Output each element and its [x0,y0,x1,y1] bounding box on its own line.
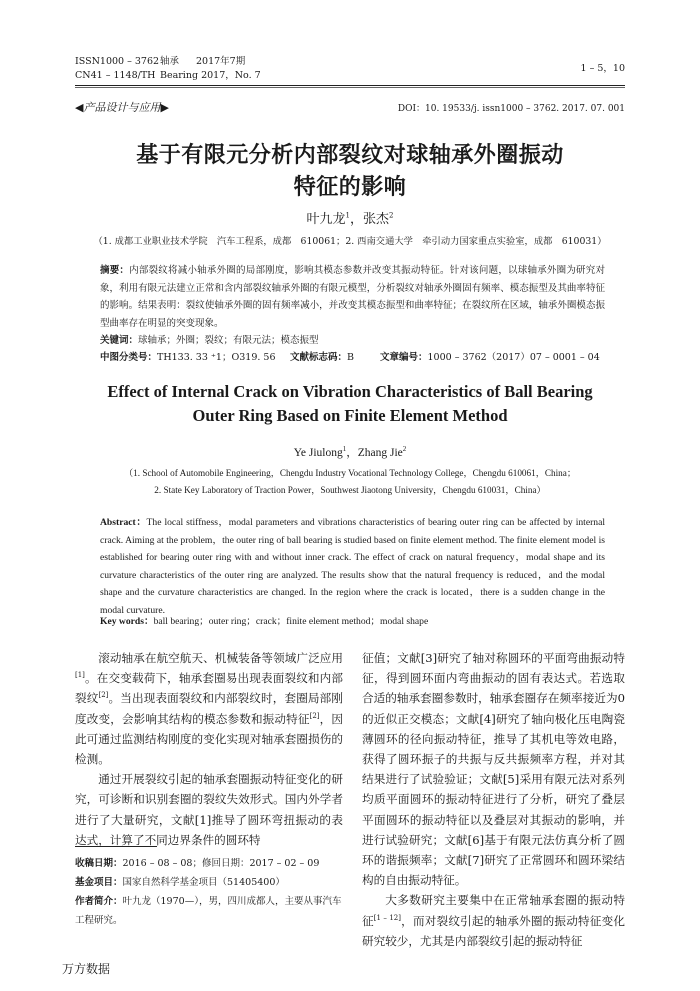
footnote-received-label: 收稿日期： [75,858,123,869]
ref-1: [1] [75,671,85,680]
keywords-en-label: Key words： [100,616,154,627]
article-number [380,349,600,367]
author-sep: ， [349,212,363,227]
art-label: 文章编号： [380,352,428,363]
affiliation-en-line2: 2. State Key Laboratory of Traction Power，Southwest Jiaotong University，Chengdu 610031，China） [154,485,546,495]
abstract-cn [100,262,605,332]
header-issue-cn: 2017年7期 [196,56,246,67]
body-right-p2a: 大多数研究主要集中在正常轴承套圈的振动特征 [362,893,625,928]
body-left-p1d: ，因此可通过监测结构刚度的变化实现对轴承套圈损伤的检测。 [75,711,343,767]
abstract-cn-label: 摘要： [100,265,130,276]
art-value: 1000 – 3762（2017）07 – 0001 – 04 [427,352,600,363]
doc-label: 文献标志码： [290,352,348,363]
body-left-para-2: 通过开展裂纹引起的轴承套圈振动特征变化的研究，可诊断和识别套圈的裂纹失效形式。国内外学者进行了大量研究，文献[1]推导了圆环弯扭振动的表达式，计算了不同边界条件的圆环特 [75,772,343,847]
author-en-2: Zhang Jie [357,447,403,459]
author-cn-1-sup: 1 [345,211,350,220]
watermark: 万方数据 [62,962,111,976]
footnote-received [75,854,343,873]
cls-label: 中图分类号： [100,352,158,363]
body-left-p1b: 。在交变载荷下，轴承套圈易出现表面裂纹和内部裂纹 [75,671,343,706]
keywords-cn [100,332,605,350]
body-right-para-1: 征值；文献[3]研究了轴对称圆环的平面弯曲振动特征，得到圆环面内弯曲振动的固有表达式。若选取合适的轴承套圈参数时，轴承套圈存在频率接近为0的近似正交模态；文献[4]研究了轴向极化压电陶瓷薄圆环的径向振动特征，推导了其机电等效电路，获得了圆环振子的共振与反共振频率方程，并对其结果进行了试验验证；文献[5]采用有限元法对系列均质平面圆环的振动特征进行了分析，研究了叠层平面圆环的振动特征以及叠层对其振动的影响，并进行试验研究；文献[6]基于有限元法仿真分析了圆环的谐振频率；文献[7]研究了正常圆环和圆环梁结构的自由振动特征。 [362,651,625,888]
header-rule [75,85,625,86]
abstract-en-label: Abstract： [100,517,147,528]
body-left-p1c: 。当出现表面裂纹和内部裂纹时，套圈局部刚度改变，会影响其结构的模态参数和振动特征 [75,691,343,726]
body-left-column [75,648,343,850]
footnote-fund-label: 基金项目： [75,877,123,888]
abstract-cn-text: 内部裂纹将减小轴承外圈的局部刚度，影响其模态参数并改变其振动特征。针对该问题，以球轴承外圈为研究对象，利用有限元法建立正常和含内部裂纹轴承外圈的有限元模型，分析裂纹对轴承外圈固有频率、模态振型及其曲率特征的影响。结果表明：裂纹使轴承外圈的固有频率减小，并改变其模态振型和曲率特征；在裂纹所在区域，轴承外圈模态振型曲率存在明显的突变现象。 [100,265,605,329]
left-triangle-icon: ◀ [75,101,84,114]
header-journal-en: Bearing 2017，No. 7 [160,70,261,81]
author-en-1-sup: 1 [342,445,347,454]
abstract-en [100,514,605,619]
footnote-divider [75,846,157,847]
header-rule-thin [75,87,625,88]
body-right-para-2 [362,890,625,951]
doc-code [290,349,354,367]
footnote-fund-text: 国家自然科学基金项目（51405400） [122,877,285,888]
right-triangle-icon: ▶ [160,101,169,114]
author-cn-2: 张杰 [363,212,390,227]
keywords-cn-text: 球轴承；外圈；裂纹；有限元法；模态振型 [138,335,319,346]
section-label-text: 产品设计与应用 [83,101,161,114]
author-en-1: Ye Jiulong [293,447,343,459]
footnote-author [75,892,343,930]
affiliation-en-line1: （1. School of Automobile Engineering，Chengdu Industry Vocational Technology College，Chengdu 610061，China； [123,468,577,478]
footnote-received-text: 2016 – 08 – 08；修回日期：2017 – 02 – 09 [122,858,320,869]
ref-1-12: [1 – 12] [373,913,401,922]
abstract-en-text: The local stiffness，modal parameters and vibrations characteristics of bearing outer ring can be affected by internal crack. Aiming at the problem，the outer ring of ball bearing is studied based on finite element method. The finite element model is established for bearing outer ring with and without inner crack. The effect of crack on natural frequency，modal shape and its curvature characteristics of the outer ring are analyzed. The results show that the natural frequency is reduced，and the modal shape and the curvature characteristics are changed. In the region where the crack is located，there is a sudden change in the modal curvature. [100,517,605,616]
header-issn: ISSN1000 – 3762 [75,56,160,67]
header-journal-cn: 轴承 [160,56,180,67]
keywords-en [100,613,605,631]
authors-cn [0,208,700,227]
keywords-en-text: ball bearing；outer ring；crack；finite element method；modal shape [153,616,429,627]
keywords-cn-label: 关键词： [100,335,139,346]
body-right-column [362,648,625,951]
title-en-line1: Effect of Internal Crack on Vibration Characteristics of Ball Bearing [107,382,593,401]
author-cn-2-sup: 2 [389,211,394,220]
affiliation-cn: （1. 成都工业职业技术学院 汽车工程系，成都 610061；2. 西南交通大学 牵引动力国家重点实验室，成都 610031） [93,236,607,247]
title-en-line2: Outer Ring Based on Finite Element Method [192,406,508,425]
cls-value: TH133. 33 ⁺1；O319. 56 [157,352,276,363]
body-left-para-1 [75,648,343,769]
doc-value: B [347,352,354,363]
author-en-sep: ， [346,447,358,459]
authors-en [0,444,700,460]
section-label [75,99,169,115]
footnote-fund [75,873,343,892]
header-pages: 1 – 5，10 [580,63,625,74]
doi: DOI：10. 19533/j. issn1000 – 3762. 2017. 07. 001 [397,104,625,114]
title-cn-line1: 基于有限元分析内部裂纹对球轴承外圈振动 [136,142,564,168]
title-cn-line2: 特征的影响 [293,174,407,200]
ref-3: [2] [309,711,320,720]
footnote-author-text: 叶九龙（1970—），男，四川成都人，主要从事汽车工程研究。 [75,896,342,926]
ref-2: [2] [98,691,109,700]
header-cn: CN41 – 1148/TH [75,70,156,81]
author-en-2-sup: 2 [402,445,407,454]
body-right-p2b: ，而对裂纹引起的轴承外圈的振动特征变化研究较少，尤其是内部裂纹引起的振动特征 [362,913,625,948]
body-left-p1a: 滚动轴承在航空航天、机械装备等领域广泛应用 [98,651,343,665]
footnote-author-label: 作者简介： [75,896,123,907]
author-cn-1: 叶九龙 [306,212,346,227]
